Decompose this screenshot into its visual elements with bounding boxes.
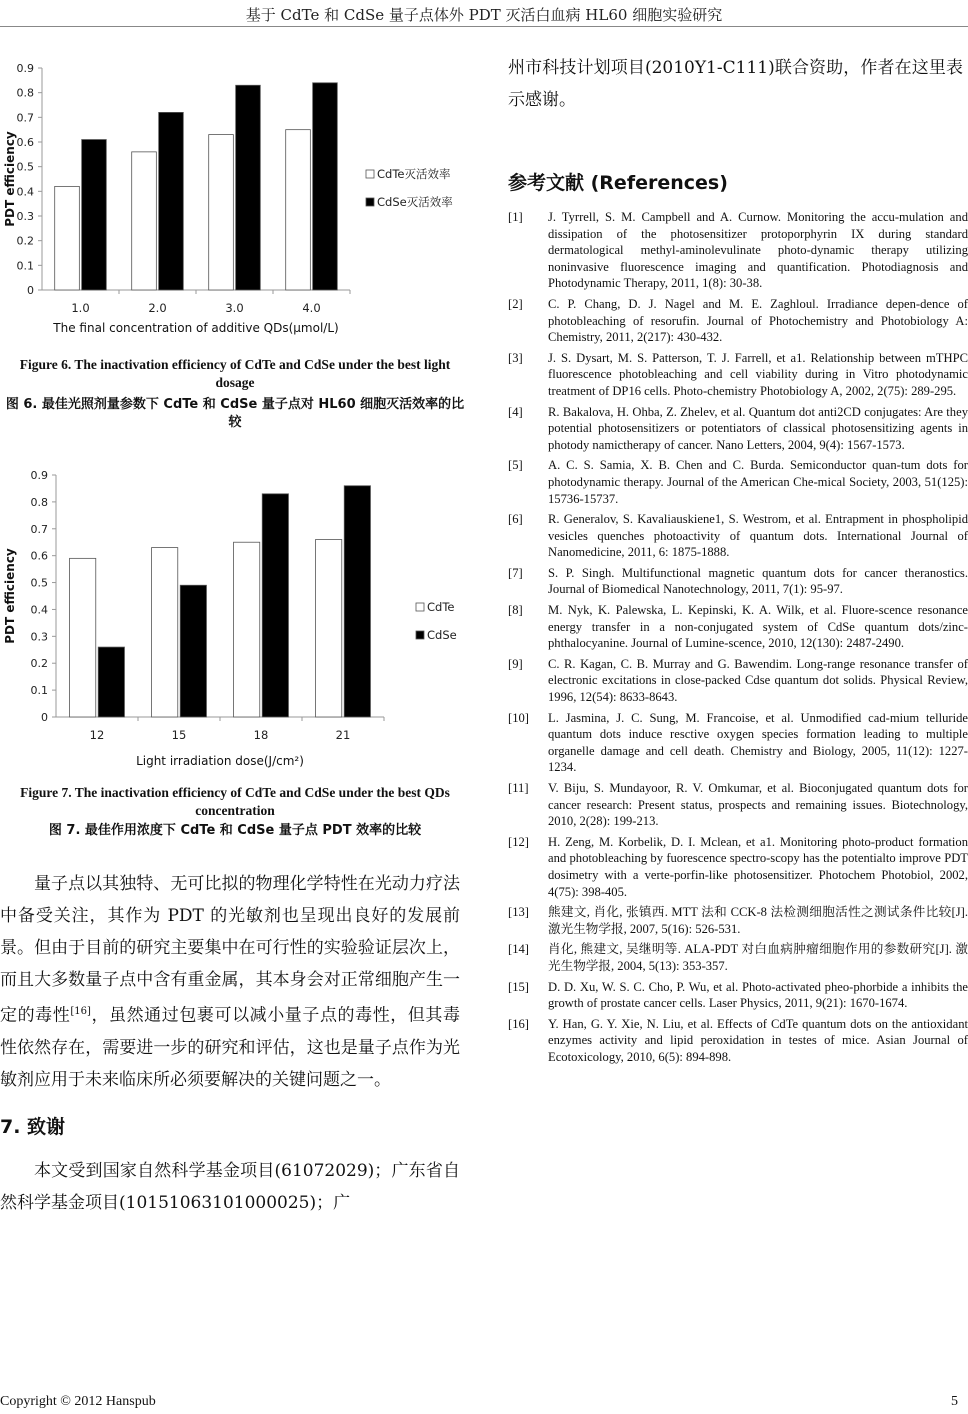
chart0-x-tick-label: 1.0: [71, 301, 90, 315]
chart0-y-tick-label: 0.7: [16, 111, 34, 125]
chart1-bar-series1: [70, 558, 96, 717]
chart0-bar-series2: [82, 140, 107, 290]
chart0-bar-series2: [236, 85, 261, 290]
discussion-text-b: ，虽然通过包裹可以减小量子点的毒性，但其毒性依然存在，需要进一步的研究和评估，这也是量子点作为光敏剂应用于未来临床所必须要解决的关键问题之一。: [0, 1005, 461, 1090]
reference-item: [508, 209, 968, 292]
reference-item: [508, 710, 968, 776]
reference-item: [508, 904, 968, 937]
figure6-caption-en: Figure 6. The inactivation efficiency of CdTe and CdSe under the best light dosage: [19, 357, 451, 390]
discussion-text-a: 量子点以其独特、无可比拟的物理化学特性在光动力疗法中备受关注，其作为 PDT 的光敏剂也呈现出良好的发展前景。但由于目前的研究主要集中在可行性的实验验证层次上，而且大多数量子点中含有重金属，其本身会对正常细胞产生一定的毒性: [0, 874, 460, 1026]
chart1-y-tick-label: 0: [41, 711, 48, 724]
header-rule: [0, 26, 968, 27]
reference-number: [7]: [508, 565, 523, 580]
chart1-bar-series1: [152, 548, 178, 717]
figure6-chart: [0, 54, 470, 344]
chart1-x-tick-label: 21: [335, 728, 351, 742]
figure7-svg: [0, 465, 470, 775]
chart1-y-tick-label: 0.6: [30, 549, 48, 563]
chart0-bar-series2: [159, 112, 184, 290]
citation-16: [16]: [70, 1006, 91, 1017]
chart1-legend-swatch: [416, 631, 424, 639]
reference-text: H. Zeng, M. Korbelik, D. I. Mclean, et a1. Monitoring photo-product formation and photobleaching by fuorescence spectro-scopy has the potentialto improve PDT dosimetry with a verte-porfin-like photosensitizer. Photochem Photobiol, 2002, 4(75): 398-405.: [548, 834, 968, 899]
reference-number: [12]: [508, 834, 529, 849]
reference-item: [508, 602, 968, 652]
reference-text: S. P. Singh. Multifunctional magnetic quantum dots for cancer theranostics. Journal of Biomedical Nanotechnology, 2011, 7(1): 95-97.: [548, 565, 968, 597]
chart1-legend-swatch: [416, 603, 424, 611]
reference-number: [11]: [508, 781, 529, 795]
chart0-y-tick-label: 0.6: [16, 136, 34, 149]
figure7-caption-en: Figure 7. The inactivation efficiency of CdTe and CdSe under the best QDs concentration: [20, 785, 450, 818]
chart1-legend-label: CdSe: [427, 628, 457, 642]
reference-text: 熊建文, 肖化, 张镇西. MTT 法和 CCK-8 法检测细胞活性之测试条件比较[J]. 激光生物学报, 2007, 5(16): 526-531.: [548, 905, 968, 936]
reference-item: [508, 780, 968, 830]
chart1-bar-series2: [98, 647, 124, 717]
reference-number: [13]: [508, 905, 529, 920]
chart0-y-tick-label: 0.4: [16, 185, 34, 199]
chart1-y-tick-label: 0.8: [30, 495, 48, 509]
chart1-y-tick-label: 0.2: [30, 657, 48, 671]
chart1-y-tick-label: 0.3: [30, 630, 48, 644]
chart0-legend-label: CdTe灭活效率: [377, 167, 451, 181]
chart0-legend-swatch: [366, 198, 374, 206]
chart1-y-axis-label: PDT efficiency: [3, 548, 17, 644]
chart1-bar-series2: [344, 486, 370, 717]
figure6-caption-cn: 图 6. 最佳光照剂量参数下 CdTe 和 CdSe 量子点对 HL60 细胞灭活效率的比较: [5, 397, 465, 430]
reference-item: [508, 457, 968, 507]
reference-number: [6]: [508, 512, 523, 527]
chart1-y-tick-label: 0.7: [30, 522, 48, 536]
chart0-legend-swatch: [366, 170, 374, 178]
footer-copyright: Copyright © 2012 Hanspub: [0, 1394, 156, 1409]
reference-item: [508, 1016, 968, 1066]
reference-number: [5]: [508, 458, 523, 473]
reference-text: D. D. Xu, W. S. C. Cho, P. Wu, et al. Photo-activated pheo-phorbide a inhibits the growth of prostate cancer cells. Laser Physics, 2011, 9(21): 1670-1674.: [548, 979, 968, 1011]
reference-text: A. C. S. Samia, X. B. Chen and C. Burda. Semiconductor quan-tum dots for photodynamic therapy. Journal of the American Che-mical Society, 2003, 51(125): 15736-15737.: [548, 458, 968, 506]
reference-number: [15]: [508, 979, 529, 994]
chart0-bar-series1: [132, 152, 157, 290]
chart0-legend-label: CdSe灭活效率: [377, 195, 453, 209]
chart1-legend-label: CdTe: [427, 600, 455, 614]
reference-item: [508, 511, 968, 561]
figure7-chart: [0, 465, 470, 775]
reference-text: J. S. Dysart, M. S. Patterson, T. J. Farrell, et a1. Relationship between mTHPC fluorescence photobleaching and cell viability during in Vitro photodynamic treatment of DP16 cells. Photo-chemistry Photobiology A, 2002, 2(75): 289-295.: [548, 350, 968, 398]
running-header: 基于 CdTe 和 CdSe 量子点体外 PDT 灭活白血病 HL60 细胞实验研究: [245, 6, 723, 24]
chart0-y-tick-label: 0.8: [16, 86, 34, 100]
chart1-bar-series1: [234, 542, 260, 717]
reference-text: Y. Han, G. Y. Xie, N. Liu, et al. Effects of CdTe quantum dots on the antioxidant enzymes activity and lipid peroxidation in testes of mice. Asian Journal of Ecotoxicology, 2010, 6(5): 894-898.: [548, 1016, 968, 1064]
reference-item: [508, 834, 968, 900]
reference-number: [8]: [508, 603, 523, 618]
discussion-paragraph: [0, 868, 460, 1096]
reference-text: C. P. Chang, D. J. Nagel and M. E. Zaghloul. Irradiance depen-dence of photobleaching of resorufin. Journal of Photochemistry and Photobiology A: Chemistry, 2011, 2(217): 430-432.: [548, 296, 968, 345]
reference-item: [508, 350, 968, 400]
figure6-svg: [0, 54, 470, 344]
reference-number: [10]: [508, 710, 529, 725]
reference-item: [508, 941, 968, 974]
page-number: 5: [951, 1394, 958, 1409]
references-heading: 参考文献 (References): [508, 172, 728, 194]
reference-text: V. Biju, S. Mundayoor, R. V. Omkumar, et al. Bioconjugated quantum dots for cancer research: Present status, prospects and remaining issues. Biotechnology, 2010, 2(28): 199-213.: [548, 781, 968, 829]
chart1-x-tick-label: 12: [89, 728, 105, 742]
chart1-bar-series2: [262, 494, 288, 717]
reference-text: R. Bakalova, H. Ohba, Z. Zhelev, et al. Quantum dot anti2CD conjugates: Are they potential photosensitizers or potentiators of classical photosensitizing agents in photody namictherapy of cancer. Nano Letters, 2004, 9(4): 1567-1573.: [548, 404, 968, 452]
chart1-x-tick-label: 15: [171, 728, 187, 742]
chart0-y-tick-label: 0.9: [16, 62, 34, 75]
right-column: [508, 52, 968, 1070]
reference-text: 肖化, 熊建文, 吴继明等. ALA-PDT 对白血病肿瘤细胞作用的参数研究[J]. 激光生物学报, 2004, 5(13): 353-357.: [548, 942, 968, 973]
chart1-y-tick-label: 0.1: [30, 684, 48, 698]
reference-number: [2]: [508, 296, 523, 311]
reference-text: L. Jasmina, J. C. Sung, M. Francoise, et al. Unmodified cad-mium telluride quantum dots induce resctive oxygen species formation leading to multiple organelle damage and cell death. Chemistry and Biology, 2005, 11(12): 1227-1234.: [548, 710, 968, 775]
reference-item: [508, 656, 968, 706]
chart0-y-tick-label: 0.5: [16, 160, 34, 174]
chart0-x-tick-label: 2.0: [148, 301, 167, 315]
chart1-y-tick-label: 0.4: [30, 603, 48, 617]
reference-number: [14]: [508, 942, 529, 957]
figure7-caption-cn: 图 7. 最佳作用浓度下 CdTe 和 CdSe 量子点 PDT 效率的比较: [48, 823, 422, 838]
reference-item: [508, 296, 968, 346]
reference-text: C. R. Kagan, C. B. Murray and G. Bawendim. Long-range resonance transfer of electronic excitations in close-packed Cdse quantum dot solids. Physical Review, 1996, 12(54): 8633-8643.: [548, 656, 968, 705]
chart1-y-tick-label: 0.5: [30, 576, 48, 590]
references-list: [508, 209, 968, 1066]
chart0-bar-series1: [286, 130, 311, 290]
chart0-y-tick-label: 0.2: [16, 234, 34, 248]
chart0-y-axis-label: PDT efficiency: [3, 131, 17, 227]
chart0-bar-series1: [209, 135, 234, 290]
reference-number: [9]: [508, 656, 523, 671]
reference-item: [508, 979, 968, 1012]
reference-number: [3]: [508, 350, 523, 365]
reference-text: R. Generalov, S. Kavaliauskiene1, S. Westrom, et al. Entrapment in phospholipid vesicles quenches photoactivity of quantum dots. International Journal of Nanomedicine, 2011, 6: 1875-1888.: [548, 512, 968, 560]
reference-number: [1]: [508, 210, 523, 224]
chart0-x-tick-label: 4.0: [302, 301, 321, 315]
chart0-x-axis-label: The final concentration of additive QDs(μmol/L): [53, 321, 339, 335]
chart1-y-tick-label: 0.9: [30, 469, 48, 482]
reference-number: [16]: [508, 1016, 529, 1031]
discussion-block: [0, 868, 460, 1219]
reference-item: [508, 565, 968, 598]
reference-item: [508, 404, 968, 454]
reference-text: J. Tyrrell, S. M. Campbell and A. Curnow. Monitoring the accu-mulation and dissipation of the photosensitizer protoporphyrin IX during standard dermatological methyl-aminolevulinate photo-dynamic therapy utilizing noninvasive fluorescence imaging and quantification. Photodiagnosis and Photodynamic Therapy, 2011, 1(8): 30-38.: [548, 210, 968, 291]
chart1-bar-series1: [316, 540, 342, 717]
acknowledgement-paragraph: 本文受到国家自然科学基金项目(61072029)；广东省自然科学基金项目(10151063101000025)；广: [0, 1160, 460, 1213]
acknowledgement-continued: 州市科技计划项目(2010Y1-C111)联合资助，作者在这里表示感谢。: [508, 58, 963, 110]
chart0-y-tick-label: 0.1: [16, 259, 34, 273]
section-7-heading: 7. 致谢: [0, 1115, 66, 1138]
chart0-bar-series1: [55, 186, 80, 290]
chart0-bar-series2: [313, 83, 338, 290]
chart1-bar-series2: [180, 585, 206, 717]
chart0-x-tick-label: 3.0: [225, 301, 244, 315]
chart1-x-tick-label: 18: [253, 728, 269, 742]
chart1-x-axis-label: Light irradiation dose(J/cm²): [136, 754, 304, 768]
chart0-y-tick-label: 0.3: [16, 210, 34, 223]
chart0-y-tick-label: 0: [27, 284, 34, 297]
reference-text: M. Nyk, K. Palewska, L. Kepinski, K. A. Wilk, et al. Fluore-scence resonance energy transfer in a non-conjugated system of CdSe quantum dots/zinc-phthalocyanine. Journal of Lumine-scence, 2010, 12(130): 2487-2490.: [548, 603, 968, 651]
reference-number: [4]: [508, 404, 523, 419]
